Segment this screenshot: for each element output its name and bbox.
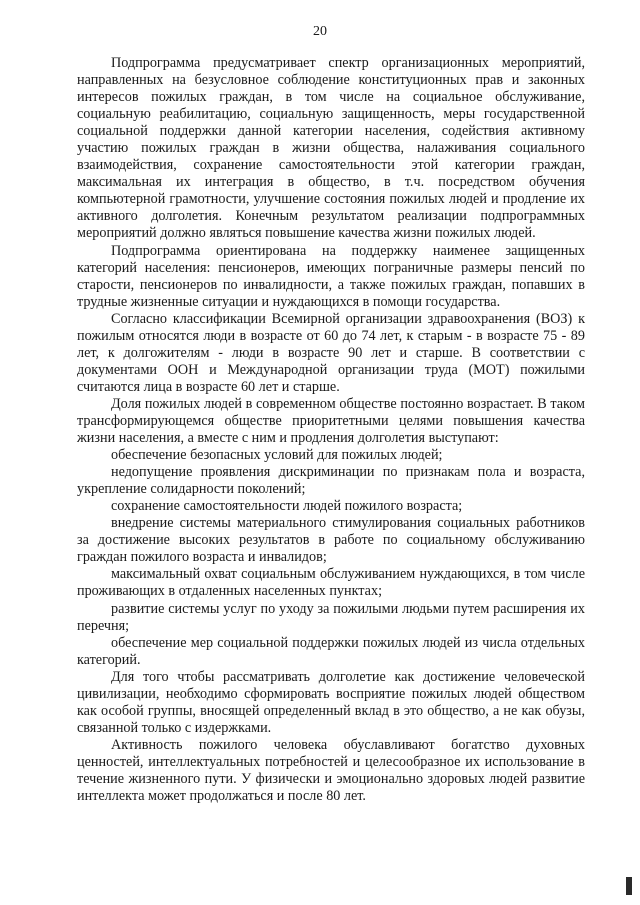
list-item-worker-incentives: внедрение системы материального стимулирования социальных работников за достижение высоких результатов в работе по социальному обслуживанию граждан пожилого возраста и инвалидов;: [77, 515, 585, 566]
document-body: [77, 55, 585, 805]
paragraph-who-classification: Согласно классификации Всемирной организации здравоохранения (ВОЗ) к пожилым относятся люди в возрасте от 60 до 74 лет, к старым - в возрасте 75 - 89 лет, к долгожителям - люди в возрасте 90 лет и старше. В соответствии с документами ООН и Международной организации труда (МОТ) пожилыми считаются лица в возрасте 60 лет и старше.: [77, 310, 585, 395]
paragraph-elderly-activity: Активность пожилого человека обуславливают богатство духовных ценностей, интеллектуальных потребностей и целесообразное их использование в течение жизненного пути. У физически и эмоционально здоровых людей развитие интеллекта может продолжаться и после 80 лет.: [77, 736, 585, 805]
list-item-care-services: развитие системы услуг по уходу за пожилыми людьми путем расширения их перечня;: [77, 600, 585, 634]
paragraph-program-scope: Подпрограмма предусматривает спектр организационных мероприятий, направленных на безусловное соблюдение конституционных прав и законных интересов пожилых граждан, в том числе на социальное обслуживание, социальную реабилитацию, социальную защищенность, меры государственной социальной поддержки данной категории населения, содействия активному участию пожилых граждан в жизни общества, налаживания социального взаимодействия, сохранение самостоятельности этой категории граждан, максимальная их интеграция в общество, в т.ч. посредством обучения компьютерной грамотности, улучшение состояния пожилых людей и продление их активного долголетия. Конечным результатом реализации подпрограммных мероприятий должно являться повышение качества жизни пожилых людей.: [77, 55, 585, 242]
paragraph-longevity-perception: Для того чтобы рассматривать долголетие как достижение человеческой цивилизации, необходимо сформировать восприятие пожилых людей обществом как особой группы, вносящей определенный вклад в это общество, а не как обузы, связанной только с издержками.: [77, 668, 585, 736]
paragraph-priority-goals: Доля пожилых людей в современном обществе постоянно возрастает. В таком трансформирующемся обществе приоритетными целями повышения качества жизни населения, а вместе с ним и продления долголетия выступают:: [77, 395, 585, 447]
list-item-non-discrimination: недопущение проявления дискриминации по признакам пола и возраста, укрепление солидарности поколений;: [77, 464, 585, 498]
page-number: 20: [313, 24, 327, 39]
list-item-social-support: обеспечение мер социальной поддержки пожилых людей из числа отдельных категорий.: [77, 634, 585, 668]
paragraph-target-groups: Подпрограмма ориентирована на поддержку наименее защищенных категорий населения: пенсионеров, имеющих пограничные размеры пенсий по старости, пенсионеров по инвалидности, а также пожилых граждан, попавших в трудные жизненные ситуации и нуждающихся в помощи государства.: [77, 242, 585, 310]
scan-edge-mark: [626, 877, 632, 895]
list-item-independence: сохранение самостоятельности людей пожилого возраста;: [111, 498, 463, 515]
list-item-service-coverage: максимальный охват социальным обслуживанием нуждающихся, в том числе проживающих в отдаленных населенных пунктах;: [77, 566, 585, 600]
list-item-safe-conditions: обеспечение безопасных условий для пожилых людей;: [111, 447, 443, 464]
